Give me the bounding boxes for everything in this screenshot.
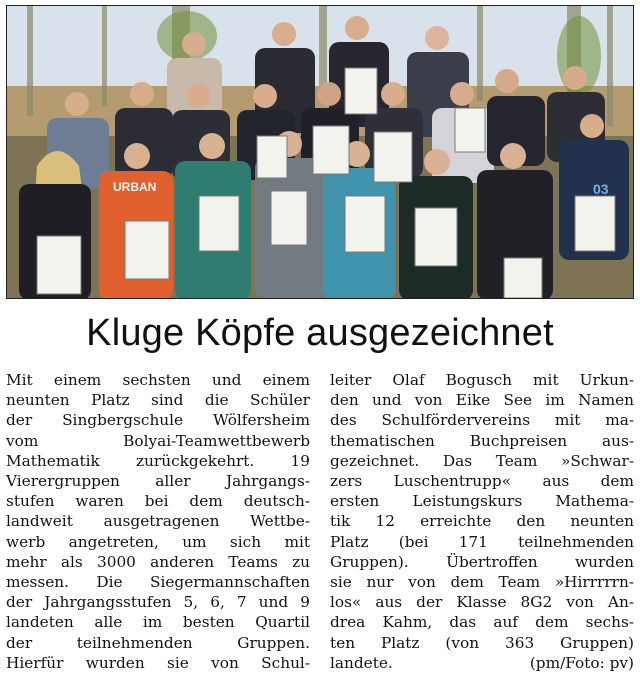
article-body — [6, 370, 634, 672]
text-line: landweit ausgetragenen Wettbe- — [6, 512, 310, 531]
text-line: los« aus der Klasse 8G2 von An- — [330, 593, 634, 612]
text-line: sie nur von dem Team »Hirrrrrn- — [330, 573, 634, 592]
text-line: den und von Eike See im Namen — [330, 391, 634, 410]
text-line: gezeichnet. Das Team »Schwar- — [330, 451, 634, 470]
text-line: drea Kahm, das auf dem sechs- — [330, 613, 634, 632]
text-line: zers Luschentrupp« aus dem — [330, 472, 634, 491]
shirt-number-text: 03 — [593, 181, 609, 197]
final-line — [330, 653, 634, 673]
text-line: ersten Leistungskurs Mathema- — [330, 492, 634, 511]
text-line: Hierfür wurden sie von Schul- — [6, 653, 310, 672]
article-column-left — [6, 370, 310, 672]
text-line: Platz (bei 171 teilnehmenden — [330, 532, 634, 551]
photo-credit: (pm/Foto: pv) — [529, 653, 634, 672]
text-line: ten Platz (von 363 Gruppen) — [330, 633, 634, 652]
final-line-text: landete. — [330, 653, 393, 672]
text-line: leiter Olaf Bogusch mit Urkun- — [330, 371, 634, 389]
text-line: des Schulfördervereins mit ma- — [330, 411, 634, 430]
shirt-banner-text: URBAN — [113, 180, 157, 194]
headline: Kluge Köpfe ausgezeichnet — [86, 312, 554, 354]
text-line: stufen waren bei dem deutsch- — [6, 492, 310, 511]
text-line: Mit einem sechsten und einem — [6, 371, 310, 389]
text-line: der teilnehmenden Gruppen. — [6, 633, 310, 652]
text-line: vom Bolyai-Teamwettbewerb — [6, 431, 310, 450]
article-column-right — [330, 370, 634, 672]
text-line: mehr als 3000 anderen Teams zu — [6, 552, 310, 571]
text-line: der Singbergschule Wölfersheim — [6, 411, 310, 430]
text-line: thematischen Buchpreisen aus- — [330, 431, 634, 450]
text-line: landeten alle im besten Quartil — [6, 613, 310, 632]
text-line: neunten Platz sind die Schüler — [6, 391, 310, 410]
text-line: messen. Die Siegermannschaften — [6, 573, 310, 592]
text-line: tik 12 erreichte den neunten — [330, 512, 634, 531]
group-photo — [6, 5, 634, 299]
text-line: Mathematik zurückgekehrt. 19 — [6, 451, 310, 470]
text-line: der Jahrgangsstufen 5, 6, 7 und 9 — [6, 593, 310, 612]
text-line: Gruppen). Übertroffen wurden — [330, 552, 634, 571]
photo-illustration — [7, 6, 634, 299]
text-line: Vierergruppen aller Jahrgangs- — [6, 472, 310, 491]
text-line: werb angetreten, um sich mit — [6, 532, 310, 551]
